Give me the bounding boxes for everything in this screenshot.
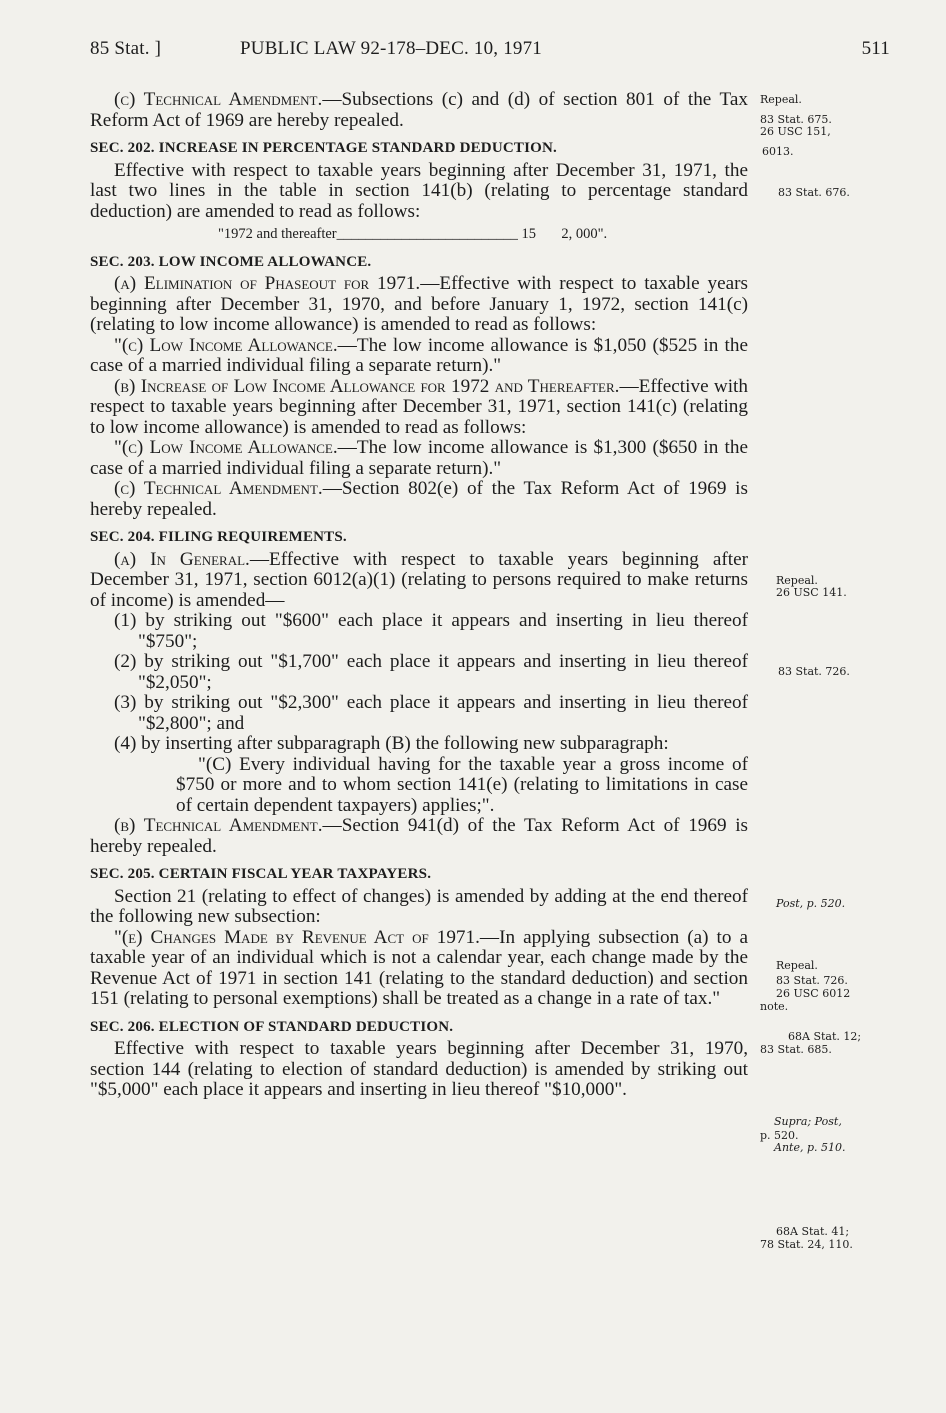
section-heading-205: SEC. 205. CERTAIN FISCAL YEAR TAXPAYERS.: [90, 866, 432, 882]
section-heading-203: SEC. 203. LOW INCOME ALLOWANCE.: [90, 253, 372, 270]
paragraph-205: Section 21 (relating to effect of changes) is amended by adding at the end thereof the following new subsection:: [90, 885, 748, 927]
paragraph-204b: (b) Technical Amendment.—Section 941(d) of the Tax Reform Act of 1969 is hereby repealed.: [90, 815, 748, 857]
margin-note: 26 USC 141.: [776, 586, 847, 599]
section-heading-202: SEC. 202. INCREASE IN PERCENTAGE STANDARD DEDUCTION.: [90, 140, 557, 156]
paragraph-206: Effective with respect to taxable years beginning after December 31, 1970, section 144 (relating to election of standard deduction) is amended by striking out "$5,000" each place it appears and inserting in lieu thereof "$10,000".: [90, 1038, 748, 1100]
paragraph-202: Effective with respect to taxable years beginning after December 31, 1971, the last two lines in the table in section 141(b) (relating to percentage standard deduction) are amended to read as follows:: [90, 159, 748, 222]
quote-205e: "(e) Changes Made by Revenue Act of 1971.—In applying subsection (a) to a taxable year of an individual which is not a calendar year, each change made by the Revenue Act of 1971 in section 141 (relating to the standard deduction) and section 151 (relating to personal exemptions) shall be treated as a change in a rate of tax.": [90, 926, 748, 1009]
paragraph-203c: (c) Technical Amendment.—Section 802(e) of the Tax Reform Act of 1969 is hereby repealed.: [90, 478, 748, 520]
table-line-1972: "1972 and thereafter_________________________ 15 2, 000".: [218, 226, 608, 242]
header-stat-reference: 85 Stat. ]: [90, 38, 162, 59]
paragraph-203b: (b) Increase of Low Income Allowance for 1972 and Thereafter.—Effective with respect to taxable years beginning after December 31, 1971, section 141(c) (relating to low income allowance) is amended to read as follows:: [90, 375, 748, 438]
list-item-3: (3) by striking out "$2,300" each place it appears and inserting in lieu thereof "$2,800"; and: [114, 692, 748, 734]
paragraph-203a: (a) Elimination of Phaseout for 1971.—Effective with respect to taxable years beginning after December 31, 1970, and before January 1, 1972, section 141(c) (relating to low income allowance) is amended to read as follows:: [90, 273, 748, 335]
margin-note: Repeal.: [776, 959, 818, 972]
margin-note: 26 USC 6012: [776, 987, 851, 1000]
quote-203b: "(c) Low Income Allowance.—The low income allowance is $1,300 ($650 in the case of a married individual filing a separate return).": [90, 437, 748, 479]
margin-note: 83 Stat. 726.: [776, 974, 848, 987]
paragraph-204a: (a) In General.—Effective with respect to taxable years beginning after December 31, 1971, section 6012(a)(1) (relating to persons required to make returns of income) is amended—: [90, 548, 748, 611]
margin-note: 68A Stat. 41;: [776, 1225, 850, 1238]
margin-note: 78 Stat. 24, 110.: [760, 1238, 853, 1251]
margin-note: p. 520.: [760, 1129, 799, 1142]
section-heading-206: SEC. 206. ELECTION OF STANDARD DEDUCTION.: [90, 1018, 454, 1035]
margin-note: note.: [760, 1000, 789, 1013]
list-item-4: (4) by inserting after subparagraph (B) the following new subparagraph:: [114, 733, 669, 754]
margin-note: 83 Stat. 685.: [760, 1043, 832, 1056]
paragraph-technical-amendment-801: (c) Technical Amendment.—Subsections (c) and (d) of section 801 of the Tax Reform Act of 1969 are hereby repealed.: [90, 89, 748, 131]
law-text-body: [90, 90, 748, 1101]
margin-note: 83 Stat. 675.: [760, 113, 832, 126]
quote-203a: "(c) Low Income Allowance.—The low income allowance is $1,050 ($525 in the case of a married individual filing a separate return).": [90, 334, 748, 376]
margin-note: Repeal.: [760, 93, 802, 106]
margin-note: 68A Stat. 12;: [788, 1030, 862, 1043]
quote-subparagraph-c: "(C) Every individual having for the taxable year a gross income of $750 or more and to whom section 141(e) (relating to limitations in case of certain dependent taxpayers) applies;".: [176, 753, 748, 816]
margin-note: 83 Stat. 676.: [778, 186, 850, 199]
margin-note: 26 USC 151,: [760, 125, 831, 138]
margin-note: 83 Stat. 726.: [778, 665, 850, 678]
margin-note: Supra; Post,: [774, 1115, 842, 1128]
page-number: 511: [861, 38, 890, 59]
header-title: PUBLIC LAW 92-178–DEC. 10, 1971: [240, 38, 542, 59]
section-heading-204: SEC. 204. FILING REQUIREMENTS.: [90, 529, 347, 545]
list-item-2: (2) by striking out "$1,700" each place it appears and inserting in lieu thereof "$2,050";: [114, 651, 748, 693]
margin-note: 6013.: [762, 145, 794, 158]
margin-note: Repeal.: [776, 574, 818, 587]
margin-note: Post, p. 520.: [776, 897, 846, 910]
margin-note: Ante, p. 510.: [774, 1141, 846, 1154]
list-item-1: (1) by striking out "$600" each place it appears and inserting in lieu thereof "$750";: [114, 610, 748, 652]
